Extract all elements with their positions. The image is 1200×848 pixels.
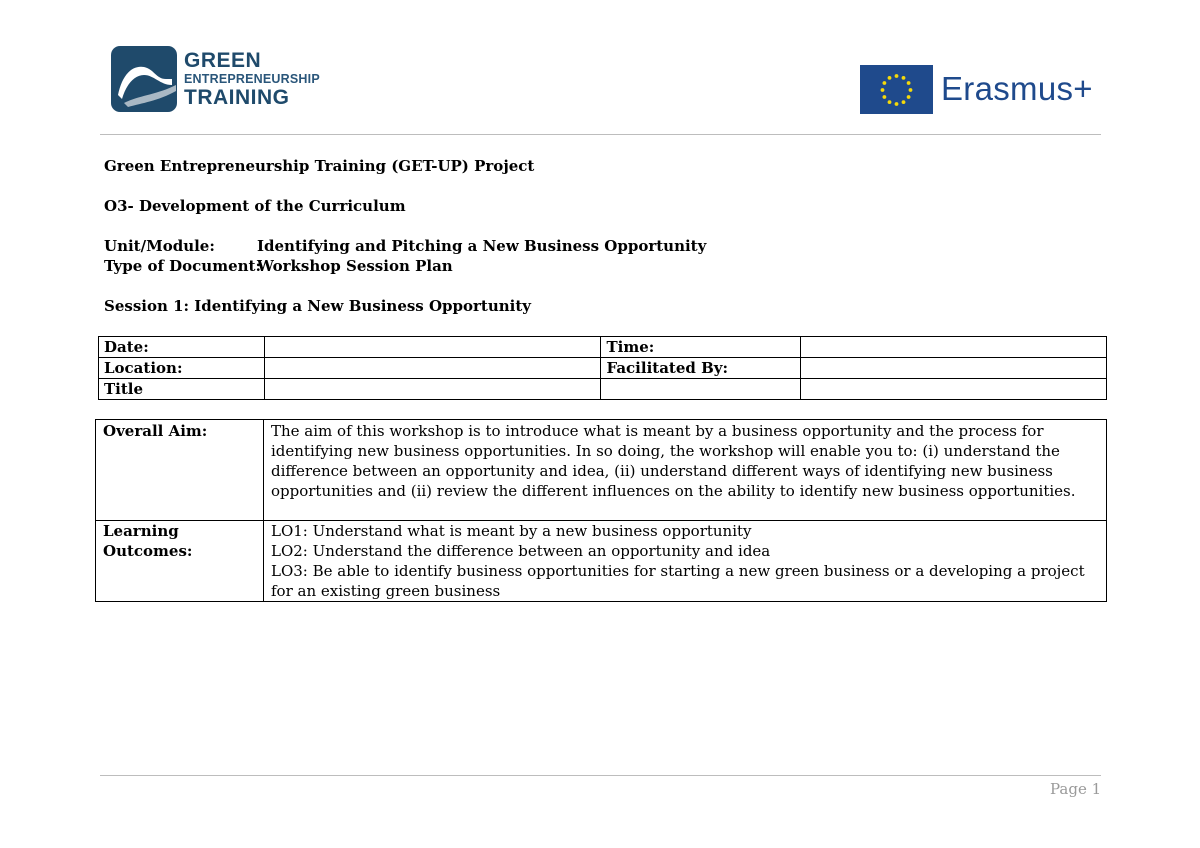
erasmus-plus-wordmark: Erasmus+ <box>941 70 1093 107</box>
empty-cell <box>801 379 1107 400</box>
location-label: Location: <box>99 358 265 379</box>
learning-outcomes-label-line2: Outcomes: <box>103 542 193 560</box>
logo-line-entrepreneurship: ENTREPRENEURSHIP <box>184 71 320 86</box>
overall-aim-label: Overall Aim: <box>96 420 264 521</box>
learning-outcome-3: LO3: Be able to identify business opportunities for starting a new green business or a developing a project for an existing green business <box>271 562 1085 600</box>
project-title: Green Entrepreneurship Training (GET-UP) Project <box>104 157 535 175</box>
overall-aim-text: The aim of this workshop is to introduce what is meant by a business opportunity and the process for identifying new business opportunities. In so doing, the workshop will enable you to: (i) understand the difference between an opportunity and idea, (ii) understand different ways of identifying new business opportunities and (ii) review the different influences on the ability to identify new business opportunities. <box>264 420 1107 521</box>
aim-outcomes-table <box>95 419 1107 602</box>
time-label: Time: <box>601 337 801 358</box>
location-value-cell[interactable] <box>264 358 601 379</box>
table-row <box>96 420 1107 521</box>
date-value-cell[interactable] <box>264 337 601 358</box>
logo-line-training: TRAINING <box>184 86 290 110</box>
table-row <box>99 379 1107 400</box>
footer-divider <box>100 775 1101 776</box>
learning-outcome-1: LO1: Understand what is meant by a new business opportunity <box>271 522 752 540</box>
learning-outcomes-label-line1: Learning <box>103 522 179 540</box>
page-number: Page 1 <box>1050 780 1102 798</box>
title-label: Title <box>99 379 265 400</box>
session-info-table <box>98 336 1107 400</box>
document-type-value: Workshop Session Plan <box>257 257 453 275</box>
table-row <box>99 337 1107 358</box>
header-divider <box>100 134 1101 135</box>
session-title: Session 1: Identifying a New Business Opportunity <box>104 297 532 315</box>
unit-module-line <box>104 236 706 256</box>
facilitated-by-value-cell[interactable] <box>801 358 1107 379</box>
unit-module-label: Unit/Module: <box>104 237 215 255</box>
table-row <box>99 358 1107 379</box>
unit-module-value: Identifying and Pitching a New Business Opportunity <box>257 237 707 255</box>
title-value-cell[interactable] <box>264 379 601 400</box>
logo-line-green: GREEN <box>184 48 262 72</box>
learning-outcomes-label <box>96 521 264 602</box>
erasmus-plus-logo <box>860 64 1093 114</box>
date-label: Date: <box>99 337 265 358</box>
learning-outcome-2: LO2: Understand the difference between an opportunity and idea <box>271 542 771 560</box>
get-emblem-icon <box>110 45 178 113</box>
empty-cell <box>601 379 801 400</box>
document-type-line <box>104 256 453 276</box>
eu-flag-icon <box>860 65 933 114</box>
table-row <box>96 521 1107 602</box>
document-type-label: Type of Document: <box>104 257 262 275</box>
output-title: O3- Development of the Curriculum <box>104 197 406 215</box>
facilitated-by-label: Facilitated By: <box>601 358 801 379</box>
green-entrepreneurship-training-logo <box>110 44 330 114</box>
learning-outcomes-list <box>264 521 1107 602</box>
time-value-cell[interactable] <box>801 337 1107 358</box>
